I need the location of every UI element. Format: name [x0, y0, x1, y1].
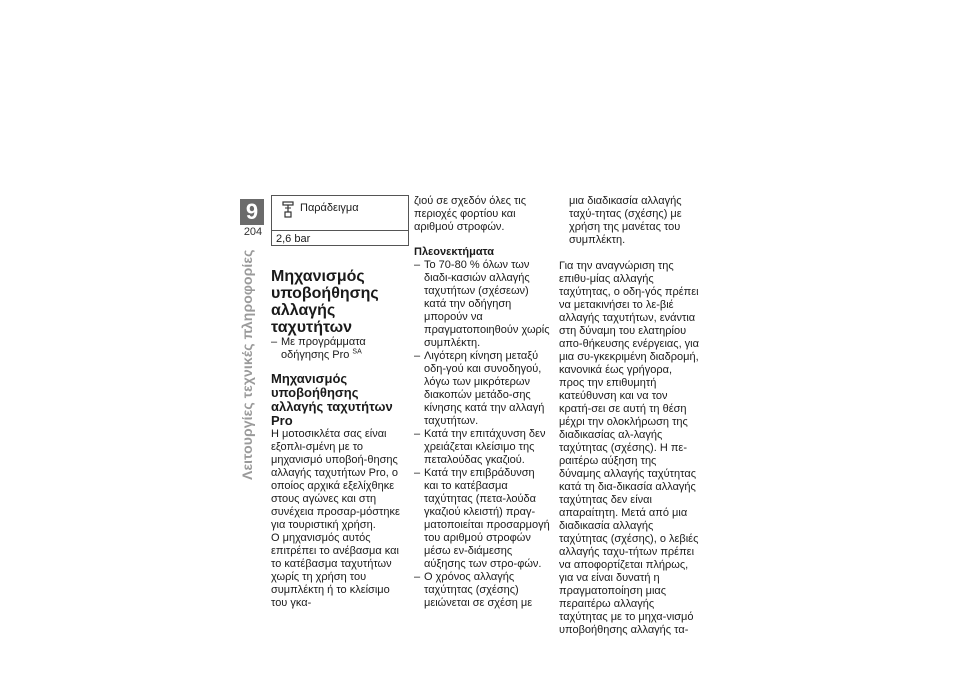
column-2: [414, 195, 550, 610]
list-item: – Ο χρόνος αλλαγής ταχύτητας (σχέσης) μειώνεται σε σχέση με: [414, 571, 550, 610]
section-heading: Μηχανισμός υποβοήθησης αλλαγής ταχυτήτων: [271, 268, 379, 336]
page-number: 204: [243, 226, 263, 238]
example-label: Παράδειγμα: [300, 202, 359, 214]
paragraph: ζιού σε σχεδόν όλες τις περιοχές φορτίου και αριθμού στροφών.: [414, 195, 527, 233]
list-item: – Με προγράμματα οδήγησης Pro $^{SA}$: [271, 336, 409, 362]
paragraph: Για την αναγνώριση της επιθυ-μίας αλλαγής ταχύτητας, ο οδη-γός πρέπει να μετακινήσει το λε-βιέ αλλαγής ταχυτήτων, ενάντια στη δύναμη του ελατηρίου απο-θήκευσης ενέργειας, για μια συ-γκεκριμένη διαδρομή, κανονικά έως γρήγορα, προς την επιθυμητή κατεύθυνση και να τον κρατή-σει σε αυτή τη θέση μέχρι την ολοκλήρωση της διαδικασίας αλ-λαγής ταχύτητας (σχέσης). Η πε-ραιτέρω αύξηση της δύναμης αλλαγής ταχύτητας κατά τη δια-δικασία αλλαγής ταχύτητας δεν είναι απαραίτητη. Μετά από μια διαδικασία αλλαγής ταχύτητας (σχέσης), ο λεβιές αλλαγής ταχυ-τήτων πρέπει να αποφορτίζεται πλήρως, για να είναι δυνατή η πραγματοποίηση μιας περαιτέρω αλλαγής ταχύτητας με το μηχα-νισμό υποβοήθησης αλλαγής τα-: [559, 260, 699, 636]
subsection-heading: Μηχανισμός υποβοήθησης αλλαγής ταχυτήτων Pro: [271, 371, 393, 428]
chapter-title-vertical: Λειτουργίες τεχνικές πληροφορίες: [239, 249, 255, 480]
example-box: [271, 195, 409, 246]
sa-superscript: SA: [352, 348, 362, 356]
list-item: – Το 70-80 % όλων των διαδι-κασιών αλλαγής ταχυτήτων (σχέσεων) κατά την οδήγηση μπορούν να πραγματοποιηθούν χωρίς συμπλέκτη.: [414, 259, 550, 350]
list-item: – Κατά την επιτάχυνση δεν χρειάζεται κλείσιμο της πεταλούδας γκαζιού.: [414, 428, 550, 467]
chapter-number: 9: [240, 199, 264, 225]
list-item: – Λιγότερη κίνηση μεταξύ οδη-γού και συνοδηγού, λόγω των μικρότερων διακοπών μετάδο-σης κίνησης κατά την αλλαγή ταχυτήτων.: [414, 350, 550, 428]
column-3: [559, 195, 699, 637]
example-header: [272, 196, 408, 231]
paragraph: Ο μηχανισμός αυτός επιτρέπει το ανέβασμα και το κατέβασμα ταχυτήτων χωρίς τη χρήση του συμπλέκτη ή το κλείσιμο του γκα-: [271, 532, 399, 609]
paragraph: Η μοτοσικλέτα σας είναι εξοπλι-σμένη με το μηχανισμό υποβοή-θησης αλλαγής ταχυτήτων Pro, ο οποίος αρχικά εξελίχθηκε στους αγώνες και στη συνέχεια προσαρ-μόστηκε για τουριστική χρήση.: [271, 428, 400, 531]
paragraph: μια διαδικασία αλλαγής ταχύ-τητας (σχέσης) με χρήση της μανέτας του συμπλέκτη.: [569, 195, 682, 246]
example-value: 2,6 bar: [276, 233, 311, 245]
advantages-heading: Πλεονεκτήματα: [414, 246, 494, 258]
tire-pressure-icon: [282, 201, 294, 219]
list-item: – Κατά την επιβράδυνση και το κατέβασμα ταχύτητας (πετα-λούδα γκαζιού κλειστή) πραγ-ματοποιείται προσαρμογή του αριθμού στροφών μέσω εν-διάμεσης αύξησης των στρο-φών.: [414, 467, 550, 571]
column-1: [271, 195, 409, 610]
